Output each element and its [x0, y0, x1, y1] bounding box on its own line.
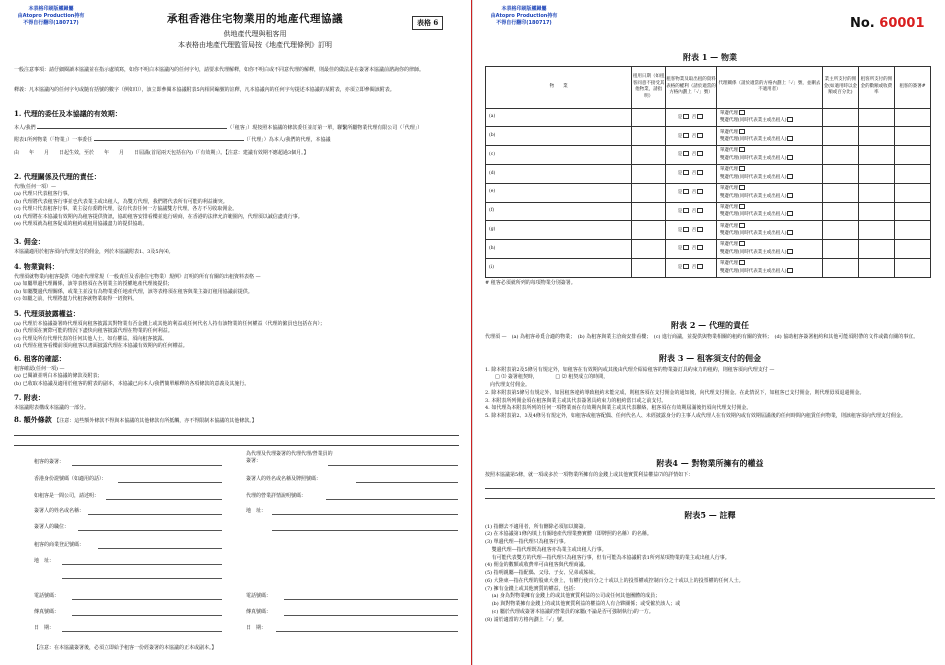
- serial-number: No. 60001: [850, 16, 925, 31]
- yes-checkbox[interactable]: [683, 264, 689, 269]
- dual-agency-checkbox[interactable]: [787, 268, 793, 273]
- note-item: (c) 屬於代理或簽署本協議的營業員的家屬(不論是否可強制執行)的一方。: [485, 608, 654, 615]
- table-row: (e) 是 否 單邊代理 雙邊代理(同時代表業主或出租人): [486, 183, 931, 202]
- table-row: (h) 是 否 單邊代理 雙邊代理(同時代表業主或出租人): [486, 240, 931, 259]
- yes-checkbox[interactable]: [683, 189, 689, 194]
- note-item: 有可能代表雙方的代理—指代理只為租客行事，但有可能為本協議附表1所列某項物業的業主或出租人行事。: [485, 554, 730, 561]
- section-4: 4. 物業資料： 代理須就物業向租客提供《地產代理常規（一般責任及香港住宅物業）規例》訂明的所有有關的出租資料表格 — (a) 如屬單邊代理關係，該等表格須在各別業主的授權地產代理後提供； (b) 如屬雙邊代理關係，或業主並沒有為物業委任地產代理，該等表格須在租客與業主簽訂租用協議前提供。 (c) 如屬之前，代理將盡力代租客就物業取得一切資料。: [14, 262, 261, 302]
- single-agency-checkbox[interactable]: [739, 166, 745, 171]
- section-1: 1. 代理的委任及本協議的有效期： 本人/我們 （「租客」）現按照本協議的條款委任並訂第一單，聯繫所屬物業代理有限公司（「代理」） 附表1所列物業（「物業」）一事委任 （「代理」）為本人/我們的代理，本協議 由 年 月 日起生效，至於 年 月 日屆滿(首尾兩天包括在內)（「有效期」）。【注意：建議有效期不應超過3個月。】: [14, 109, 423, 156]
- table-row: (a) 是 否 單邊代理 雙邊代理(同時代表業主或出租人): [486, 108, 931, 127]
- note-item: (a) 身為對物業擁有金錢上的或其他實質利益的公司或任何其他團體的成員；: [485, 593, 661, 600]
- yes-checkbox[interactable]: [683, 170, 689, 175]
- tenant-signature-cell[interactable]: [894, 108, 930, 127]
- note-item: (5) 指明親屬—指配偶、父母、子女、兄弟或姊妹。: [485, 570, 599, 577]
- dual-agency-checkbox[interactable]: [787, 211, 793, 216]
- no-checkbox[interactable]: [697, 245, 703, 250]
- dual-agency-checkbox[interactable]: [787, 136, 793, 141]
- note-item: (b) 與對物業擁有金錢上的或其他實質利益的權益的人有合夥關係；或受僱於該人；或: [485, 601, 681, 608]
- dual-agency-checkbox[interactable]: [787, 230, 793, 235]
- no-checkbox[interactable]: [697, 208, 703, 213]
- note-item: (4) 佣金的數額或收費率可由租客與代理商議。: [485, 562, 589, 569]
- yes-checkbox[interactable]: [683, 114, 689, 119]
- tenant-signature-line[interactable]: [72, 465, 222, 466]
- section-2: 2. 代理關係及代理的責任： 代理(任何一項）— (a) 代理只代表租客行事。 (b) 代理將代表租客行事並也代表業主或出租人，為雙方代理，我們將代表所有可能的利益衝突。 (c) 代理只代表租客行事，業主沒有委聘代理，沒有代表任何一方協議雙方代理，各方不另收取佣金。 (d) 代理將在本協議有效期內為租客提供資訊，協助租客安排看樓並進行磋商，在香港的法律允許範圍內，代理須以誠信盡責行事。 (e) 代理須就為租客促成的租約或租用協議盡力的提供協助。: [14, 172, 303, 227]
- yes-checkbox[interactable]: [683, 133, 689, 138]
- schedule-1: 附表 1 — 物業 物 業 租用日期（如租客同意不接受其他物業，請指明） 租客物業及取出租的資料表格的權利（請於適當的方格內劃上「✓」號） 代理關係（請於適當的方格內劃上「✓」號，並刪去不適用者） 業主所支付的佣金(如適用時以金額或百分比) 租客所支付的佣金的數額或收費率 租客的簽署# (a) 是 否 單邊代理 雙邊代理(同時代表業主或出租人) (b) 是 否 單邊代理 雙邊代理(同時代表業主或出租人) (c) 是 否 單邊代理 雙邊代理(同時代表業主或出租人) (d) 是 否 單邊代理 雙邊代理(同時代表業主或出租人) (e) 是 否 單邊代理 雙邊代理(同時代表業主或出租人) (f) 是 否 單邊代理 雙邊代理(同時代表業主或出租人) (g) 是 否 單邊代理 雙邊代理(同時代表業主或出租人) (h) 是 否 單邊代理 雙邊代理(同時代表業主或出租人) (i) 是 否 單邊代理 雙邊代理(同時代表業主或出租人) # 租客必須就所列的每項物業分別簽署。: [485, 52, 935, 288]
- single-agency-checkbox[interactable]: [739, 204, 745, 209]
- section-3: 3. 佣金： 本協議適用於租客須向代理支付的佣金，列於本協議附表1、3及5內⑷。: [14, 237, 174, 255]
- no-checkbox[interactable]: [697, 114, 703, 119]
- dual-agency-checkbox[interactable]: [787, 117, 793, 122]
- copyright-stamp: 本表格印刷版權歸屬 由Atopro Production持有 不得自行翻印(180717): [490, 6, 558, 26]
- footer-note: 【注意：在本協議簽署後，必須立即給予租客一份經簽署的本協議的正本或副本。】: [34, 645, 217, 651]
- table-row: (f) 是 否 單邊代理 雙邊代理(同時代表業主或出租人): [486, 202, 931, 221]
- dual-agency-checkbox[interactable]: [787, 155, 793, 160]
- agent-signature-line[interactable]: [328, 465, 458, 466]
- agreement-page-right: [473, 0, 945, 665]
- schedule-2: 附表 2 — 代理的責任 代理須 — (a) 為租客尋覓合適的物業； (b) 為租客與業主洽商安排看樓； (c) 進行商議，並提供與物業相關的租約有關的資料； (d) 協助租客簽署租約和其他可能須附帶的文件或做有關的事宜。: [485, 320, 919, 340]
- single-agency-checkbox[interactable]: [739, 110, 745, 115]
- no-checkbox[interactable]: [697, 151, 703, 156]
- table-row: (c) 是 否 單邊代理 雙邊代理(同時代表業主或出租人): [486, 146, 931, 165]
- note-item: (1) 指刪去不適用者，所有刪除必須加以簡簽。: [485, 523, 589, 530]
- dual-agency-checkbox[interactable]: [787, 249, 793, 254]
- no-checkbox[interactable]: [697, 189, 703, 194]
- section-5: 5. 代理須披露權益： (a) 代理於本協議簽署時代理須向租客披露其對物業有否金錢上或其他的利益或任何代名人持有該物業的任何權益（代理的僱員也包括在內）； (b) 代理須在實際可能的情況下盡快向租客披露代理在物業的任何利益。 (c) 代理及所有代理代表的任何其他人士，如有權益，須向租客披露。 (d) 代理在租客看樓前須向租客以書面披露代理在本協議有效期內的任何權益。: [14, 309, 325, 349]
- single-agency-checkbox[interactable]: [739, 241, 745, 246]
- dual-agency-checkbox[interactable]: [787, 174, 793, 179]
- copyright-stamp: 本表格印刷版權歸屬 由Atopro Production持有 不得自行翻印(180717): [17, 6, 85, 26]
- single-agency-checkbox[interactable]: [739, 185, 745, 190]
- no-checkbox[interactable]: [697, 133, 703, 138]
- schedule-5: 附表5 — 註釋 (1) 指刪去不適用者，所有刪除必須加以簡簽。 (2) 在本協議第1條內填上有關地產代理業務實體（即牌照的名稱）的名稱。 (3) 單邊代理—指代理只為租客行事。 雙邊代理—指代理既為租客亦為業主或出租人行事。 有可能代表雙方的代理—指代理只為租客行事，但有可能為本協議附表1所列某項物業的業主或出租人行事。 (4) 佣金的數額或收費率可由租客與代理商議。 (5) 指明親屬—指配偶、父母、子女、兄弟或姊妹。 (6) 大陸東—指在代理的股東大會上，有權行使百分之十或以上的投票權或控制百分之十或以上的投票權的任何人士。 (7) 擁有金錢上或其他實質的權益，包括： (a) 身為對物業擁有金錢上的或其他實質利益的公司或任何其他團體的成員； (b) 與對物業擁有金錢上的或其他實質利益的權益的人有合夥關係；或受僱於該人；或 (c) 屬於代理或簽署本協議的營業員的家屬(不論是否可強制執行)的一方。 (8) 請於適當的方格內劃上「✓」號。: [485, 510, 935, 624]
- schedule-4: 附表4 — 對物業所擁有的權益 按照本協議第5條，就一項或多於一項物業所擁有的金錢上或其他實質利益權益⑺的詳情如下：: [485, 458, 935, 499]
- property-table: 物 業 租用日期（如租客同意不接受其他物業，請指明） 租客物業及取出租的資料表格的權利（請於適當的方格內劃上「✓」號） 代理關係（請於適當的方格內劃上「✓」號，並刪去不適用者） 業主所支付的佣金(如適用時以金額或百分比) 租客所支付的佣金的數額或收費率 租客的簽署# (a) 是 否 單邊代理 雙邊代理(同時代表業主或出租人) (b) 是 否 單邊代理 雙邊代理(同時代表業主或出租人) (c) 是 否 單邊代理 雙邊代理(同時代表業主或出租人) (d) 是 否 單邊代理 雙邊代理(同時代表業主或出租人) (e) 是 否 單邊代理 雙邊代理(同時代表業主或出租人) (f) 是 否 單邊代理 雙邊代理(同時代表業主或出租人) (g) 是 否 單邊代理 雙邊代理(同時代表業主或出租人) (h) 是 否 單邊代理 雙邊代理(同時代表業主或出租人) (i) 是 否 單邊代理 雙邊代理(同時代表業主或出租人): [485, 66, 931, 278]
- form-number-badge: 表格 6: [412, 16, 443, 30]
- tenant-signature-cell[interactable]: [894, 127, 930, 146]
- agreement-title: 承租香港住宅物業用的地產代理協議: [167, 13, 343, 25]
- yes-checkbox[interactable]: [683, 151, 689, 156]
- tenant-signature-cell[interactable]: [894, 221, 930, 240]
- table-row: (g) 是 否 單邊代理 雙邊代理(同時代表業主或出租人): [486, 221, 931, 240]
- section-6: 6. 租客的確認： 租客確認(任何一項) — (a) 已閱讀並明白本協議的條款及附表； (b) 已收取本協議及適用於租客的附表的副本，本協議已向本人/我們簡單解釋的各項條款的意義及其施行。: [14, 354, 250, 387]
- note-item: (2) 在本協議第1條內填上有關地產代理業務實體（即牌照的名稱）的名稱。: [485, 531, 652, 538]
- tenant-signature-cell[interactable]: [894, 258, 930, 277]
- no-checkbox[interactable]: [697, 227, 703, 232]
- note-item: (3) 單邊代理—指代理只為租客行事。: [485, 539, 569, 546]
- note-item: (8) 請於適當的方格內劃上「✓」號。: [485, 616, 567, 623]
- table-row: (b) 是 否 單邊代理 雙邊代理(同時代表業主或出租人): [486, 127, 931, 146]
- section-8: 8. 額外條款 【注意：這些額外條款不得與本協議的其他條款有所抵觸，亦不得限制本協議的其他條款。】: [14, 414, 459, 446]
- general-notice: 一般注意事項：請仔細閱讀本協議並在指示處填寫，如你不明白本協議內的任何字句，請要求代理解釋，如你不明白或不同意代理的解釋，則最佳的做法是在簽署本協議前諮詢你的律師。: [14, 67, 425, 73]
- schedule-3: 附表 3 — 租客須支付的佣金 1. 除本附表第2及5條另有規定外，如租客在有效期內或其後由代理介紹給租客的物業簽訂具約束力的租約，則租客須向代理支付 — □ ⑴ 簽署租契時， □ ⑵ 租契成立的時間， 向代理支付佣金。 2. 除本附表第5條另有規定外，如因租客違約導致租約未能完成，則租客須在支付佣金的通知後，向代理支付佣金。在此情況下，如租客已支付佣金，則代理毋須退還佣金。 3. 本附表所列佣金須在租客與業主或其代表簽署具約束力的租約當日或之前支付。 4. 如代理為本附表所列的任何一項物業而在有效期內與業主或其代表聯絡，租客須在有效期屆滿後仍須向代理支付佣金。 5. 除本附表第2、3及4條另有規定外，如租客或租客配偶、任何代名人、未經披露身分的主事人或代理人在有效期內或有效期屆滿後的任何時間內租賃任何物業，則該租客須向代理支付佣金。: [485, 353, 906, 420]
- tenant-signature-cell[interactable]: [894, 164, 930, 183]
- single-agency-checkbox[interactable]: [739, 260, 745, 265]
- agreement-authority-note: 本表格由地產代理監管局按《地產代理條例》訂明: [178, 41, 332, 49]
- yes-checkbox[interactable]: [683, 208, 689, 213]
- agreement-subtitle: 供地產代理與租客用: [223, 30, 287, 38]
- yes-checkbox[interactable]: [683, 245, 689, 250]
- table-row: (d) 是 否 單邊代理 雙邊代理(同時代表業主或出租人): [486, 164, 931, 183]
- no-checkbox[interactable]: [697, 170, 703, 175]
- definition-note: 釋義：凡本協議內的任何字句或隨有括號的數字（例如⑴），該立即參閱本協議附表5內相同編號的註釋，凡本協議內的任何字句提述本協議的某附表，亦須立即參閱該附表。: [14, 87, 395, 93]
- schedule-1-note: # 租客必須就所列的每項物業分別簽署。: [485, 279, 576, 286]
- no-checkbox[interactable]: [697, 264, 703, 269]
- section-7: 7. 附表： 本協議附表構成本協議的一部分。: [14, 393, 90, 411]
- note-item: (6) 大陸東—指在代理的股東大會上，有權行使百分之十或以上的投票權或控制百分之十或以上的投票權的任何人士。: [485, 577, 744, 584]
- single-agency-checkbox[interactable]: [739, 147, 745, 152]
- note-item: (7) 擁有金錢上或其他實質的權益，包括：: [485, 585, 579, 592]
- note-item: 雙邊代理—指代理既為租客亦為業主或出租人行事。: [485, 546, 607, 553]
- agreement-page-left: 本表格印刷版權歸屬 由Atopro Production持有 不得自行翻印(180717) 承租香港住宅物業用的地產代理協議 表格 6 供地產代理與租客用 本表格由地產代理監管局按《地產代理條例》訂明 一般注意事項：請仔細閱讀本協議並在指示處填寫，如你不明白本協議內的任何字句，請要求代理解釋，如你不明白或不同意代理的解釋，則最佳的做法是在簽署本協議前諮詢你的律師。 釋義：凡本協議內的任何字句或隨有括號的數字（例如⑴），該立即參閱本協議附表5內相同編號的註釋，凡本協議內的任何字句提述本協議的某附表，亦須立即參閱該附表。 1. 代理的委任及本協議的有效期： 本人/我們 （「租客」）現按照本協議的條款委任並訂第一單，聯繫所屬物業代理有限公司（「代理」） 附表1所列物業（「物業」）一事委任 （「代理」）為本人/我們的代理，本協議 由 年 月 日起生效，至於 年 月 日屆滿(首尾兩天包括在內)（「有效期」）。【注意：建議有效期不應超過3個月。】 2. 代理關係及代理的責任： 代理(任何一項）— (a) 代理只代表租客行事。 (b) 代理將代表租客行事並也代表業主或出租人，為雙方代理，我們將代表所有可能的利益衝突。 (c) 代理只代表租客行事，業主沒有委聘代理，沒有代表任何一方協議雙方代理，各方不另收取佣金。 (d) 代理將在本協議有效期內為租客提供資訊，協助租客安排看樓並進行磋商，在香港的法律允許範圍內，代理須以誠信盡責行事。 (e) 代理須就為租客促成的租約或租用協議盡力的提供協助。 3. 佣金： 本協議適用於租客須向代理支付的佣金，列於本協議附表1、3及5內⑷。 4. 物業資料： 代理須就物業向租客提供《地產代理常規（一般責任及香港住宅物業）規例》訂明的所有有關的出租資料表格 — (a) 如屬單邊代理關係，該等表格須在各別業主的授權地產代理後提供； (b) 如屬雙邊代理關係，或業主並沒有為物業委任地產代理，該等表格須在租客與業主簽訂租用協議前提供。 (c) 如屬之前，代理將盡力代租客就物業取得一切資料。 5. 代理須披露權益： (a) 代理於本協議簽署時代理須向租客披露其對物業有否金錢上或其他的利益或任何代名人持有該物業的任何權益（代理的僱員也包括在內）； (b) 代理須在實際可能的情況下盡快向租客披露代理在物業的任何利益。 (c) 代理及所有代理代表的任何其他人士，如有權益，須向租客披露。 (d) 代理在租客看樓前須向租客以書面披露代理在本協議有效期內的任何權益。 6. 租客的確認： 租客確認(任何一項) — (a) 已閱讀並明白本協議的條款及附表； (b) 已收取本協議及適用於租客的附表的副本，本協議已向本人/我們簡單解釋的各項條款的意義及其施行。 7. 附表： 本協議附表構成本協議的一部分。 8. 額外條款 【注意：這些額外條款不得與本協議的其他條款有所抵觸，亦不得限制本協議的其他條款。】 租客的簽署： 香港身份證號碼（如適用的話）： 如租客是一間公司，請述明： 簽署人的姓名或名稱： 簽署人的職位： 租客的商業登記號碼： 地 址： 電話號碼： 傳真號碼： 日 期： 為代理及代理簽署的代理代理/營業員的簽署： 簽署人的姓名或名稱及牌照號碼： 代理的營業詳情說明號碼： 地 址： 電話號碼： 傳真號碼： 日 期： 【注意：在本協議簽署後，必須立即給予租客一份經簽署的本協議的正本或副本。】: [0, 0, 472, 665]
- yes-checkbox[interactable]: [683, 227, 689, 232]
- tenant-signature-cell[interactable]: [894, 240, 930, 259]
- dual-agency-checkbox[interactable]: [787, 193, 793, 198]
- single-agency-checkbox[interactable]: [739, 129, 745, 134]
- table-row: (i) 是 否 單邊代理 雙邊代理(同時代表業主或出租人): [486, 258, 931, 277]
- single-agency-checkbox[interactable]: [739, 223, 745, 228]
- tenant-signature-cell[interactable]: [894, 183, 930, 202]
- tenant-signature-cell[interactable]: [894, 146, 930, 165]
- tenant-signature-cell[interactable]: [894, 202, 930, 221]
